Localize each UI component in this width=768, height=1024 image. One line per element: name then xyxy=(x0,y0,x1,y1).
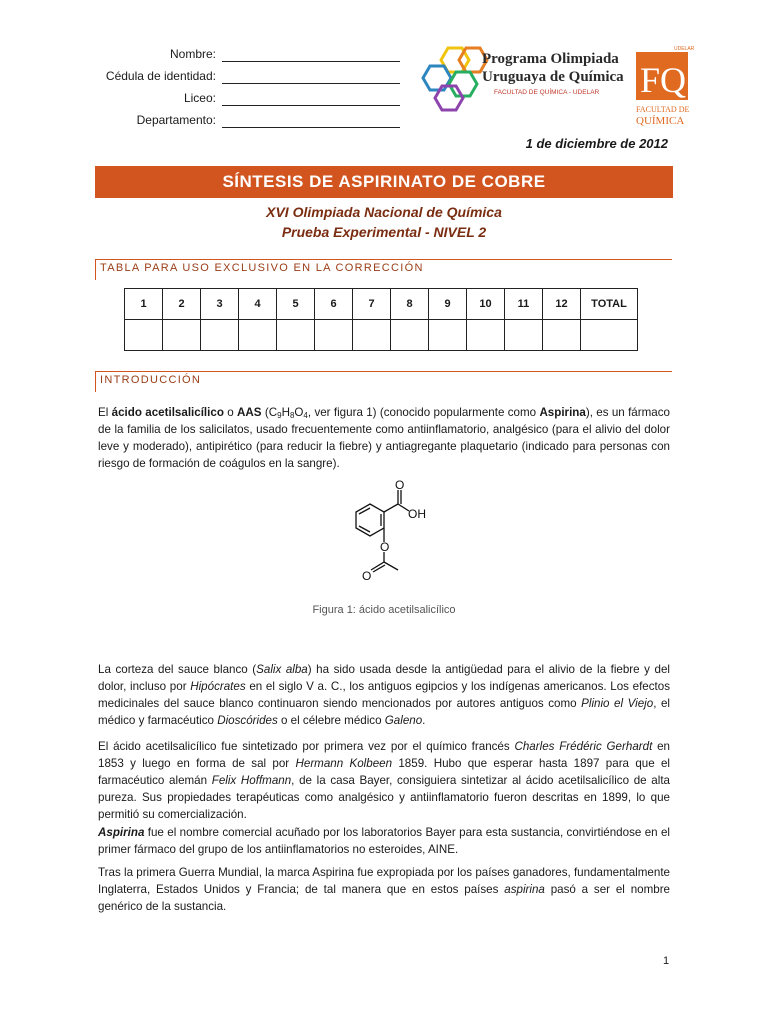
intro-paragraph-5: Tras la primera Guerra Mundial, la marca Aspirina fue expropiada por los países ganadores, fundamentalmente Inglaterra, Estados Unidos y Francia; de tal manera que en estos países aspirina pasó a ser el nombre genérico de la sustancia. xyxy=(98,866,671,913)
nombre-row xyxy=(60,46,400,66)
exam-date: 1 de diciembre de 2012 xyxy=(525,136,668,151)
bond-acetyl-methyl xyxy=(384,562,398,570)
benzene-ring xyxy=(356,504,384,536)
hexagon-purple xyxy=(435,86,463,110)
departamento-field[interactable] xyxy=(222,127,400,128)
score-entry-cell[interactable] xyxy=(505,320,543,351)
olimpiada-logo-line3: FACULTAD DE QUÍMICA - UDELAR xyxy=(494,89,600,96)
score-entry-cell[interactable] xyxy=(163,320,201,351)
bond-acetyl-carbonyl-b xyxy=(373,565,385,572)
score-header-cell: 12 xyxy=(543,289,581,320)
fq-logo-caption2: QUÍMICA xyxy=(636,115,685,127)
score-header-cell: 3 xyxy=(201,289,239,320)
score-entry-cell[interactable] xyxy=(201,320,239,351)
score-header-cell: 10 xyxy=(467,289,505,320)
section-heading-tabla-text: TABLA PARA USO EXCLUSIVO EN LA CORRECCIÓN xyxy=(100,262,424,274)
score-table-header-row xyxy=(125,289,638,320)
score-header-cell: 8 xyxy=(391,289,429,320)
hexagon-mark-icon xyxy=(423,48,487,110)
subtitle-olimpiada: XVI Olimpiada Nacional de Química xyxy=(266,204,502,220)
score-table xyxy=(124,288,638,351)
cedula-label: Cédula de identidad: xyxy=(105,69,216,83)
liceo-label: Liceo: xyxy=(183,91,216,105)
score-header-cell: 5 xyxy=(277,289,315,320)
intro-paragraph-1: El ácido acetilsalicílico o AAS ($C_9H_8O_4$, ver figura 1) (conocido popularmente como Aspirina), es un fármaco de la familia de los salicilatos, usado frecuentemente como antiinflamatorio, analgésico (para el alivio del dolor leve y moderado), antipirético (para reducir la fiebre) y antiagregante plaquetario (indicado para personas con riesgo de formación de coágulos en la sangre). xyxy=(98,406,670,470)
intro-paragraph-2: La corteza del sauce blanco (Salix alba) ha sido usada desde la antigüedad para el alivio de la fiebre y del dolor, incluso por Hipócrates en el siglo V a. C., los antiguos egipcios y los indígenas americanos. Los efectos medicinales del sauce blanco continuaron siendo mencionados por autores antiguos como Plinio el Viejo, el médico y farmacéutico Dioscórides o el célebre médico Galeno. xyxy=(98,663,671,727)
hexagon-green xyxy=(449,72,477,96)
bond-ring-carboxyl xyxy=(384,504,398,512)
fq-logo-caption1: FACULTAD DE xyxy=(636,105,690,114)
departamento-label: Departamento: xyxy=(136,113,216,127)
score-header-cell: 2 xyxy=(163,289,201,320)
score-entry-total[interactable] xyxy=(581,320,638,351)
score-entry-cell[interactable] xyxy=(543,320,581,351)
nombre-field[interactable] xyxy=(222,61,400,62)
score-entry-cell[interactable] xyxy=(391,320,429,351)
fq-logo-mark: FQ xyxy=(640,60,687,100)
cedula-field[interactable] xyxy=(222,83,400,84)
score-header-cell: 4 xyxy=(239,289,277,320)
score-entry-cell[interactable] xyxy=(239,320,277,351)
score-header-cell: 9 xyxy=(429,289,467,320)
score-header-cell: 6 xyxy=(315,289,353,320)
figure-caption: Figura 1: ácido acetilsalicílico xyxy=(312,604,456,616)
atom-ester-o: O xyxy=(380,540,390,554)
score-entry-cell[interactable] xyxy=(277,320,315,351)
cedula-row xyxy=(60,68,400,88)
liceo-row xyxy=(60,90,400,110)
departamento-row xyxy=(60,112,400,132)
nombre-label: Nombre: xyxy=(169,47,216,61)
score-table-entry-row xyxy=(125,320,638,351)
atom-carbonyl-o: O xyxy=(395,478,405,492)
olimpiada-logo xyxy=(420,42,630,112)
score-header-cell: 7 xyxy=(353,289,391,320)
intro-paragraph-3: El ácido acetilsalicílico fue sintetizado por primera vez por el químico francés Charles Frédéric Gerhardt en 1853 y luego en forma de sal por Hermann Kolbeen 1859. Hubo que esperar hasta 1897 para que el farmacéutico alemán Felix Hoffmann, de la casa Bayer, consiguiera sintetizar al ácido acetilsalicílico de alta pureza. Sus propiedades terapéuticas como analgésico y antiinflamatorio fueron descritas en 1899, lo que permitió su comercialización. xyxy=(98,740,670,821)
score-entry-cell[interactable] xyxy=(467,320,505,351)
intro-paragraph-4: Aspirina fue el nombre comercial acuñado por los laboratorios Bayer para esta sustancia, convirtiéndose en el primer fármaco del grupo de los antiinflamatorios no esteroides, AINE. xyxy=(98,826,670,856)
acetylsalicylic-acid-structure xyxy=(328,478,440,598)
page-number: 1 xyxy=(663,955,670,967)
fq-logo xyxy=(634,44,695,130)
score-header-cell: 1 xyxy=(125,289,163,320)
section-heading-introduccion-text: INTRODUCCIÓN xyxy=(100,374,202,386)
fq-logo-udelar: UDELAR xyxy=(674,46,695,52)
score-entry-cell[interactable] xyxy=(353,320,391,351)
olimpiada-logo-line2: Uruguaya de Química xyxy=(482,69,624,85)
subtitle-prueba: Prueba Experimental - NIVEL 2 xyxy=(281,224,487,240)
score-header-cell: 11 xyxy=(505,289,543,320)
page-title: SÍNTESIS DE ASPIRINATO DE COBRE xyxy=(95,166,673,198)
liceo-field[interactable] xyxy=(222,105,400,106)
score-entry-cell[interactable] xyxy=(125,320,163,351)
olimpiada-logo-line1: Programa Olimpiada xyxy=(482,51,619,67)
atom-acetyl-o: O xyxy=(362,569,372,583)
score-entry-cell[interactable] xyxy=(315,320,353,351)
score-entry-cell[interactable] xyxy=(429,320,467,351)
atom-oh: OH xyxy=(408,507,426,521)
score-header-total: TOTAL xyxy=(581,289,638,320)
section-heading-tabla xyxy=(95,259,672,280)
section-heading-introduccion xyxy=(95,371,672,392)
